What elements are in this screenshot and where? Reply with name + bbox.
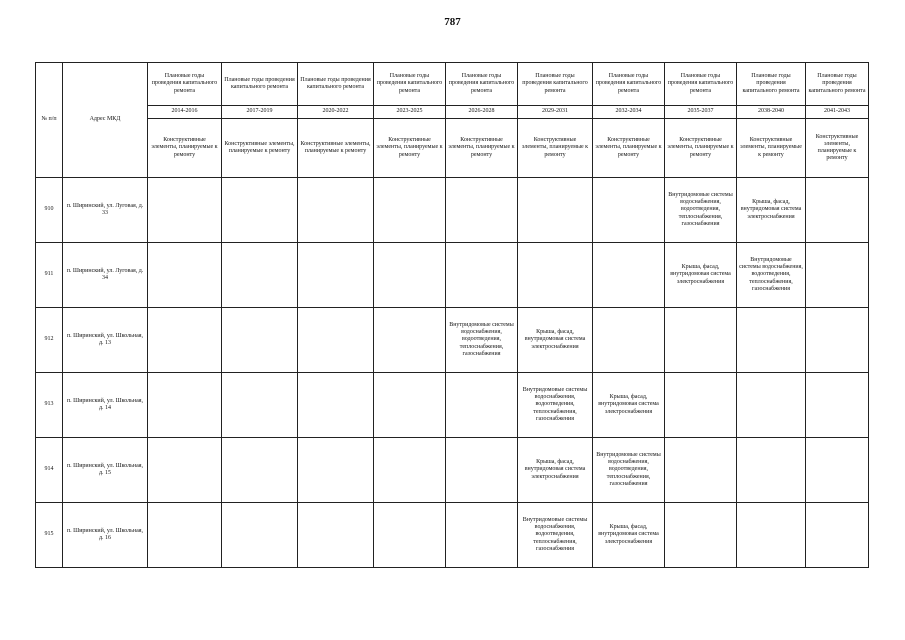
row-cell [222, 438, 298, 503]
row-number: 911 [36, 243, 63, 308]
num-column-header: № п/п [36, 63, 63, 178]
years-header: 2032-2034 [593, 106, 665, 119]
row-address: п. Шиpинский, ул. Школьная, д. 16 [63, 503, 148, 568]
row-cell [148, 438, 222, 503]
years-header: 2014-2016 [148, 106, 222, 119]
row-address: п. Шиpинский, ул. Школьная, д. 13 [63, 308, 148, 373]
row-cell: Внутридомовые системы водоснабжения, водоотведения, теплоснабжения, газоснабжения [446, 308, 518, 373]
row-cell [518, 178, 593, 243]
row-cell [222, 373, 298, 438]
row-cell [446, 438, 518, 503]
table-row [36, 243, 869, 308]
table-row [36, 438, 869, 503]
row-number: 912 [36, 308, 63, 373]
header-row-elements [36, 119, 869, 178]
row-number: 915 [36, 503, 63, 568]
row-cell [737, 308, 806, 373]
row-cell [298, 243, 374, 308]
row-cell: Внутридомовые системы водоснабжения, водоотведения, теплоснабжения, газоснабжения [518, 373, 593, 438]
elements-header: Конструктивные элементы, планируемые к ремонту [665, 119, 737, 178]
row-cell [374, 308, 446, 373]
row-cell [222, 503, 298, 568]
plan-header: Плановые годы проведения капитального ремонта [737, 63, 806, 106]
row-cell: Крыша, фасад, внутридомовая система электроснабжения [518, 438, 593, 503]
row-cell [374, 178, 446, 243]
repair-schedule-table [35, 62, 869, 568]
plan-header: Плановые годы проведения капитального ремонта [518, 63, 593, 106]
plan-header: Плановые годы проведения капитального ремонта [298, 63, 374, 106]
row-cell [298, 373, 374, 438]
elements-header: Конструктивные элементы, планируемые к ремонту [518, 119, 593, 178]
table-row [36, 308, 869, 373]
row-cell [806, 438, 869, 503]
row-cell [148, 308, 222, 373]
years-header: 2029-2031 [518, 106, 593, 119]
row-cell [806, 503, 869, 568]
header-row-plan [36, 63, 869, 106]
years-header: 2035-2037 [665, 106, 737, 119]
plan-header: Плановые годы проведения капитального ремонта [446, 63, 518, 106]
row-cell [806, 373, 869, 438]
address-column-header: Адрес МКД [63, 63, 148, 178]
row-cell [518, 243, 593, 308]
row-cell [374, 503, 446, 568]
row-cell [148, 373, 222, 438]
row-cell [806, 243, 869, 308]
row-cell [665, 438, 737, 503]
elements-header: Конструктивные элементы, планируемые к ремонту [374, 119, 446, 178]
elements-header: Конструктивные элементы, планируемые к ремонту [737, 119, 806, 178]
row-address: п. Шиpинский, ул. Луговая, д. 33 [63, 178, 148, 243]
row-cell [222, 178, 298, 243]
row-number: 910 [36, 178, 63, 243]
page-number: 787 [444, 16, 461, 28]
row-cell [665, 503, 737, 568]
row-cell [374, 438, 446, 503]
header-row-years [36, 106, 869, 119]
row-cell [148, 178, 222, 243]
row-cell [593, 178, 665, 243]
table-row [36, 503, 869, 568]
row-cell [665, 308, 737, 373]
row-cell: Крыша, фасад, внутридомовая система электроснабжения [593, 373, 665, 438]
elements-header: Конструктивные элементы, планируемые к ремонту [446, 119, 518, 178]
elements-header: Конструктивные элементы, планируемые к ремонту [806, 119, 869, 178]
row-cell: Внутридомовые системы водоснабжения, водоотведения, теплоснабжения, газоснабжения [665, 178, 737, 243]
row-cell [298, 503, 374, 568]
plan-header: Плановые годы проведения капитального ремонта [665, 63, 737, 106]
row-cell [148, 243, 222, 308]
row-cell: Крыша, фасад, внутридомовая система электроснабжения [665, 243, 737, 308]
row-cell: Крыша, фасад, внутридомовая система электроснабжения [518, 308, 593, 373]
table-row [36, 178, 869, 243]
row-address: п. Шиpинский, ул. Школьная, д. 14 [63, 373, 148, 438]
row-cell [665, 373, 737, 438]
row-cell [446, 373, 518, 438]
row-number: 914 [36, 438, 63, 503]
row-cell [298, 438, 374, 503]
row-cell [737, 438, 806, 503]
row-cell [593, 308, 665, 373]
row-cell [593, 243, 665, 308]
years-header: 2026-2028 [446, 106, 518, 119]
elements-header: Конструктивные элементы, планируемые к ремонту [298, 119, 374, 178]
elements-header: Конструктивные элементы, планируемые к ремонту [148, 119, 222, 178]
row-cell [374, 373, 446, 438]
row-number: 913 [36, 373, 63, 438]
row-cell [148, 503, 222, 568]
row-cell [298, 178, 374, 243]
row-cell [222, 243, 298, 308]
plan-header: Плановые годы проведения капитального ремонта [148, 63, 222, 106]
row-cell [806, 178, 869, 243]
row-cell [374, 243, 446, 308]
row-cell [737, 373, 806, 438]
row-cell [446, 503, 518, 568]
years-header: 2041-2043 [806, 106, 869, 119]
row-cell: Внутридомовые системы водоснабжения, водоотведения, теплоснабжения, газоснабжения [518, 503, 593, 568]
plan-header: Плановые годы проведения капитального ремонта [593, 63, 665, 106]
table-row [36, 373, 869, 438]
row-cell: Крыша, фасад, внутридомовая система электроснабжения [737, 178, 806, 243]
row-address: п. Шиpинский, ул. Луговая, д. 34 [63, 243, 148, 308]
row-cell: Внутридомовые системы водоснабжения, водоотведения, теплоснабжения, газоснабжения [737, 243, 806, 308]
row-cell: Внутридомовые системы водоснабжения, водоотведения, теплоснабжения, газоснабжения [593, 438, 665, 503]
years-header: 2017-2019 [222, 106, 298, 119]
row-cell [446, 243, 518, 308]
row-cell [806, 308, 869, 373]
row-address: п. Шиpинский, ул. Школьная, д. 15 [63, 438, 148, 503]
plan-header: Плановые годы проведения капитального ремонта [374, 63, 446, 106]
row-cell [737, 503, 806, 568]
years-header: 2020-2022 [298, 106, 374, 119]
elements-header: Конструктивные элементы, планируемые к ремонту [222, 119, 298, 178]
plan-header: Плановые годы проведения капитального ремонта [806, 63, 869, 106]
years-header: 2038-2040 [737, 106, 806, 119]
row-cell [446, 178, 518, 243]
row-cell [298, 308, 374, 373]
row-cell [222, 308, 298, 373]
row-cell: Крыша, фасад, внутридомовая система электроснабжения [593, 503, 665, 568]
plan-header: Плановые годы проведения капитального ремонта [222, 63, 298, 106]
elements-header: Конструктивные элементы, планируемые к ремонту [593, 119, 665, 178]
years-header: 2023-2025 [374, 106, 446, 119]
